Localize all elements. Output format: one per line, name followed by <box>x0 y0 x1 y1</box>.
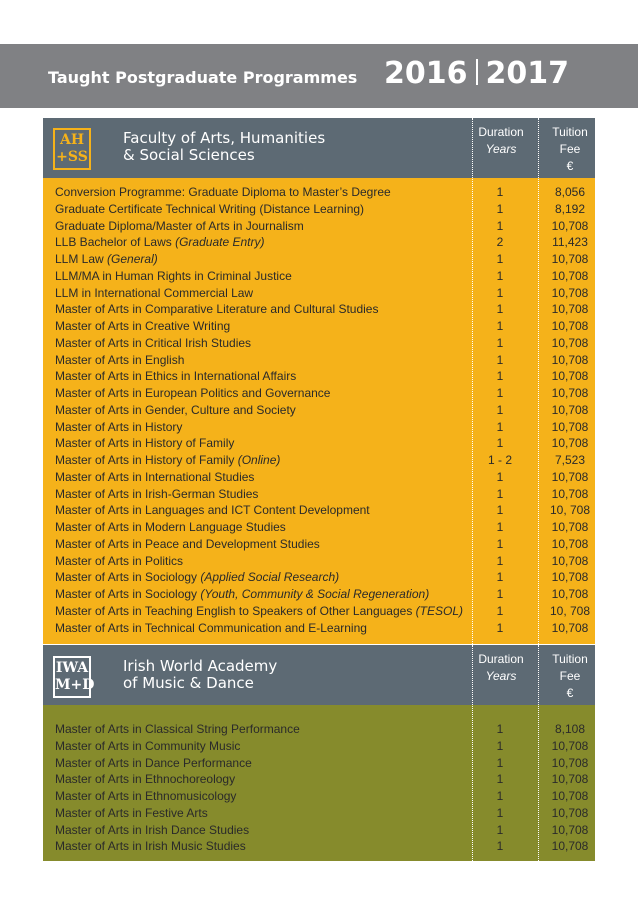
tuition-label: Tuition <box>552 125 588 139</box>
programme-row <box>55 788 587 805</box>
programme-name <box>55 435 234 452</box>
programme-note: (Applied Social Research) <box>200 570 340 585</box>
tuition-fee: 10,708 <box>551 520 589 534</box>
tuition-fee: 7,523 <box>554 453 586 467</box>
programme-title: Graduate Diploma/Master of Arts in Journalism <box>55 218 304 233</box>
badge-line: IWA <box>55 660 89 676</box>
programme-title: Master of Arts in Creative Writing <box>55 319 231 333</box>
programme-name <box>55 586 429 603</box>
header-banner <box>0 44 638 108</box>
duration-years: 1 <box>496 755 504 770</box>
duration-years: 1 <box>496 268 504 283</box>
column-divider <box>538 118 539 644</box>
programme-title: Master of Arts in Critical Irish Studies <box>55 335 252 350</box>
duration-label: Duration <box>478 652 524 666</box>
programme-row <box>55 620 587 637</box>
programme-row <box>55 285 587 302</box>
programme-name <box>55 268 292 285</box>
programme-name <box>55 469 254 486</box>
duration-label: Duration <box>478 125 524 139</box>
duration-years: 1 <box>496 319 504 333</box>
programme-row <box>55 352 587 369</box>
programme-name <box>55 301 378 318</box>
programme-row <box>55 435 587 452</box>
programme-name <box>55 201 364 218</box>
programme-row <box>55 301 587 318</box>
programme-name <box>55 755 252 772</box>
programme-name <box>55 402 296 419</box>
programme-title: Master of Arts in History of Family <box>55 453 235 467</box>
faculty-name-line: Irish World Academy <box>123 657 278 675</box>
tuition-fee: 10,708 <box>551 335 589 350</box>
programme-name <box>55 486 258 503</box>
programme-name <box>55 452 280 469</box>
currency-label: € <box>566 686 574 700</box>
programme-name <box>55 335 251 352</box>
programme-row <box>55 335 587 352</box>
programme-title: LLM Law <box>55 252 104 266</box>
programme-row <box>55 385 587 402</box>
duration-years: 1 <box>496 570 504 585</box>
programme-row <box>55 234 587 251</box>
duration-years: 1 <box>496 805 504 820</box>
fee-label: Fee <box>559 142 581 156</box>
duration-years: 1 <box>496 419 504 434</box>
programme-name <box>55 218 304 235</box>
tuition-fee: 10,708 <box>551 402 589 417</box>
programme-row <box>55 755 587 772</box>
section-body <box>43 705 595 861</box>
duration-years: 1 <box>496 469 504 484</box>
duration-years: 1 <box>496 386 504 400</box>
duration-years: 1 <box>496 738 504 753</box>
programme-title: Master of Arts in Classical String Performance <box>55 722 300 736</box>
duration-years: 1 <box>496 722 504 736</box>
tuition-fee: 10,708 <box>551 755 589 770</box>
programme-name <box>55 352 184 369</box>
programme-title: Master of Arts in Community Music <box>55 738 241 753</box>
programme-name <box>55 234 264 251</box>
duration-years: 1 <box>496 369 504 384</box>
programme-name <box>55 738 240 755</box>
tuition-fee: 10, 708 <box>549 503 591 518</box>
programme-row <box>55 721 587 738</box>
faculty-badge <box>53 128 91 170</box>
tuition-fee: 10,708 <box>551 772 589 787</box>
programme-title: Master of Arts in Ethics in International Affairs <box>55 369 297 384</box>
programme-row <box>55 419 587 436</box>
tuition-fee: 10,708 <box>551 839 589 854</box>
tuition-fee: 10,708 <box>551 436 589 451</box>
programme-title: Master of Arts in Irish-German Studies <box>55 486 259 501</box>
programme-title: Master of Arts in Irish Dance Studies <box>55 822 250 837</box>
programme-row <box>55 486 587 503</box>
tuition-header <box>537 651 603 702</box>
duration-years: 1 <box>496 285 504 300</box>
programme-title: Master of Arts in History of Family <box>55 436 235 451</box>
programme-row <box>55 738 587 755</box>
faculty-name <box>123 658 277 692</box>
programme-title: Conversion Programme: Graduate Diploma to Master’s Degree <box>55 185 391 199</box>
badge-line: M+D <box>55 677 95 693</box>
page-title: Taught Postgraduate Programmes <box>48 68 358 87</box>
faculty-name-line: Faculty of Arts, Humanities <box>123 129 326 147</box>
tuition-fee: 10,708 <box>551 620 589 635</box>
programme-title: Master of Arts in Dance Performance <box>55 755 252 770</box>
programme-title: Master of Arts in English <box>55 352 185 367</box>
faculty-name-line: & Social Sciences <box>123 146 255 164</box>
tuition-fee: 10,708 <box>551 570 589 585</box>
programme-note: (Online) <box>237 453 281 467</box>
programme-row <box>55 218 587 235</box>
programme-name <box>55 318 230 335</box>
programme-note: (Youth, Community & Social Regeneration) <box>200 587 430 601</box>
programme-title: Master of Arts in Politics <box>55 553 184 568</box>
duration-years: 1 <box>496 503 504 518</box>
programme-name <box>55 519 286 536</box>
column-divider <box>538 645 539 861</box>
programme-title: Master of Arts in Teaching English to Speakers of Other Languages <box>55 603 413 618</box>
duration-years: 1 <box>496 553 504 568</box>
duration-years: 1 <box>496 839 504 854</box>
programme-name <box>55 502 370 519</box>
year-start: 2016 <box>384 56 468 91</box>
programme-note: (TESOL) <box>415 603 464 618</box>
programme-name <box>55 771 235 788</box>
programme-title: Master of Arts in Ethnochoreology <box>55 772 236 787</box>
duration-years: 1 <box>496 201 504 216</box>
programme-title: Master of Arts in European Politics and Governance <box>55 386 331 400</box>
programme-title: LLM/MA in Human Rights in Criminal Justice <box>55 268 292 283</box>
year-divider <box>476 59 478 85</box>
duration-years: 1 <box>496 436 504 451</box>
programme-row <box>55 268 587 285</box>
programme-title: Master of Arts in Comparative Literature and Cultural Studies <box>55 302 379 317</box>
tuition-fee: 10,708 <box>551 419 589 434</box>
years-label: Years <box>485 669 517 683</box>
years-label: Years <box>485 142 517 156</box>
programme-title: Master of Arts in Modern Language Studies <box>55 520 286 534</box>
duration-years: 1 <box>496 218 504 233</box>
programme-name <box>55 838 246 855</box>
programme-row <box>55 402 587 419</box>
tuition-fee: 11,423 <box>552 235 588 250</box>
duration-years: 1 <box>496 587 504 601</box>
tuition-fee: 10,708 <box>551 822 589 837</box>
faculty-name <box>123 130 325 164</box>
programme-row <box>55 502 591 519</box>
tuition-fee: 10,708 <box>551 553 589 568</box>
programme-title: LLM in International Commercial Law <box>55 285 254 300</box>
programme-name <box>55 553 183 570</box>
duration-years: 1 <box>496 486 504 501</box>
programme-title: Master of Arts in History <box>55 419 183 434</box>
tuition-fee: 10,708 <box>551 252 589 266</box>
programme-name <box>55 385 330 402</box>
tuition-fee: 10,708 <box>551 789 589 803</box>
duration-years: 1 <box>496 402 504 417</box>
currency-label: € <box>566 159 574 173</box>
tuition-fee: 10,708 <box>551 352 589 367</box>
programme-row <box>55 368 587 385</box>
duration-years: 1 <box>496 620 504 635</box>
tuition-fee: 10,708 <box>551 319 589 333</box>
tuition-fee: 10,708 <box>551 369 589 384</box>
programme-name <box>55 419 182 436</box>
programme-row <box>55 569 587 586</box>
programme-row <box>55 184 587 201</box>
programme-note: (General) <box>107 252 158 266</box>
duration-years: 1 - 2 <box>487 453 512 467</box>
programme-name <box>55 788 236 805</box>
tuition-fee: 10,708 <box>551 218 589 233</box>
programme-row <box>55 519 587 536</box>
programme-row <box>55 838 587 855</box>
section-body <box>43 178 595 644</box>
tuition-fee: 10, 708 <box>549 603 591 618</box>
programme-row <box>55 805 587 822</box>
programme-title: Master of Arts in Gender, Culture and Society <box>55 402 296 417</box>
column-divider <box>472 118 473 644</box>
programme-title: Master of Arts in Technical Communication and E-Learning <box>55 620 367 635</box>
duration-years: 1 <box>496 603 504 618</box>
programme-name <box>55 822 249 839</box>
tuition-fee: 8,056 <box>554 185 586 199</box>
section-header <box>43 118 595 178</box>
duration-years: 1 <box>496 335 504 350</box>
duration-years: 1 <box>496 536 504 551</box>
programme-name <box>55 569 339 586</box>
tuition-fee: 10,708 <box>551 587 589 601</box>
duration-years: 1 <box>496 772 504 787</box>
tuition-fee: 10,708 <box>551 302 589 317</box>
programme-row <box>55 822 587 839</box>
programme-row <box>55 452 587 469</box>
tuition-fee: 10,708 <box>551 536 589 551</box>
programme-row <box>55 603 591 620</box>
tuition-label: Tuition <box>552 652 588 666</box>
programme-name <box>55 536 320 553</box>
programme-name <box>55 251 158 268</box>
duration-header <box>473 651 529 685</box>
tuition-fee: 10,708 <box>551 386 589 400</box>
programme-name <box>55 620 367 637</box>
duration-header <box>473 124 529 158</box>
section-ahss <box>43 118 595 644</box>
badge-line: +SS <box>56 149 88 165</box>
programme-row <box>55 553 587 570</box>
programme-title: Master of Arts in International Studies <box>55 469 255 484</box>
programme-name <box>55 368 296 385</box>
programme-name <box>55 285 253 302</box>
fee-label: Fee <box>559 669 581 683</box>
tuition-fee: 10,708 <box>551 486 589 501</box>
programme-title: Master of Arts in Sociology <box>55 587 198 601</box>
duration-years: 1 <box>496 789 504 803</box>
programme-name <box>55 721 300 738</box>
programme-name <box>55 603 463 620</box>
duration-years: 2 <box>496 235 504 250</box>
programme-title: Master of Arts in Sociology <box>55 570 198 585</box>
programme-title: Master of Arts in Peace and Development Studies <box>55 536 320 551</box>
programme-name <box>55 184 391 201</box>
column-divider <box>472 645 473 861</box>
tuition-fee: 10,708 <box>551 738 589 753</box>
programme-row <box>55 469 587 486</box>
duration-years: 1 <box>496 352 504 367</box>
programme-name <box>55 805 208 822</box>
year-end: 2017 <box>485 56 569 91</box>
duration-years: 1 <box>496 302 504 317</box>
badge-line: AH <box>59 132 85 148</box>
programme-row <box>55 586 587 603</box>
programme-row <box>55 771 587 788</box>
programme-note: (Graduate Entry) <box>175 235 265 250</box>
programme-title: Master of Arts in Festive Arts <box>55 805 208 820</box>
faculty-badge <box>53 656 95 698</box>
faculty-name-line: of Music & Dance <box>123 674 254 692</box>
programme-row <box>55 536 587 553</box>
academic-year <box>384 56 569 91</box>
duration-years: 1 <box>496 252 504 266</box>
tuition-fee: 10,708 <box>551 268 589 283</box>
section-iwamd <box>43 645 595 861</box>
tuition-header <box>537 124 603 175</box>
duration-years: 1 <box>496 822 504 837</box>
tuition-fee: 10,708 <box>551 285 589 300</box>
programme-title: LLB Bachelor of Laws <box>55 235 172 250</box>
duration-years: 1 <box>496 520 504 534</box>
tuition-fee: 8,108 <box>554 722 586 736</box>
tuition-fee: 10,708 <box>551 469 589 484</box>
programme-title: Master of Arts in Ethnomusicology <box>55 789 237 803</box>
programme-row <box>55 251 587 268</box>
programme-title: Master of Arts in Languages and ICT Content Development <box>55 503 370 518</box>
tuition-fee: 8,192 <box>554 201 586 216</box>
tuition-fee: 10,708 <box>551 805 589 820</box>
section-header <box>43 645 595 705</box>
duration-years: 1 <box>496 185 504 199</box>
programme-title: Graduate Certificate Technical Writing (Distance Learning) <box>55 201 365 216</box>
programme-row <box>55 201 587 218</box>
programme-title: Master of Arts in Irish Music Studies <box>55 839 246 854</box>
programme-row <box>55 318 587 335</box>
